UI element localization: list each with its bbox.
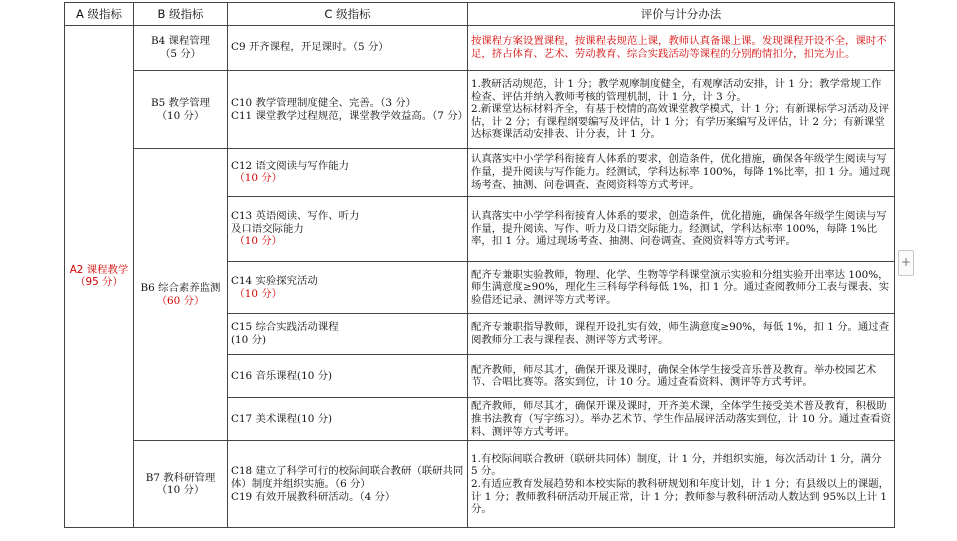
table-row-c18-c19 (65, 441, 895, 528)
c12-text: C12 语文阅读与写作能力 (231, 159, 349, 172)
b5-eval (468, 70, 895, 148)
c15-text: C15 综合实践活动课程 (231, 321, 339, 334)
c11-text: C11 课堂教学过程规范，课堂教学效益高。（7 分） (231, 109, 468, 122)
b5-name: B5 教学管理 (150, 96, 211, 109)
header-c-level: C 级指标 (228, 3, 468, 26)
table-row-c10-c11 (65, 70, 895, 148)
c18-c19-cell (228, 441, 468, 528)
table-row-c12 (65, 149, 895, 196)
b6-name: B6 综合素养监测 (140, 282, 221, 295)
evaluation-table (64, 2, 895, 528)
c14-score: （10 分） (234, 287, 283, 300)
b5-eval-2: 2.新课堂达标材料齐全，有基于校情的高效课堂教学模式，计 1 分；有新课标学习活动及评估，计 2 分；有课程纲要编写及评估，计 1 分；有学历案编写及评估，计 2 分；有新课堂达标赛课活动安排表、计分表，计 1 分。 (471, 103, 889, 141)
c17-eval: 配齐教师，师尽其才，确保开课及课时，开齐美术课，全体学生接受美术普及教育，积极助推书法教育（写字练习）。举办艺术节、学生作品展评活动落实到位，计 10 分。通过查看资料、测评等方式考评。 (468, 398, 895, 441)
b7-cell (134, 441, 228, 528)
c18-text: C18 建立了科学可行的校际间联合教研（联研共同体）制度并组织实施。（6 分） (231, 465, 464, 490)
a-level-score: （95 分） (75, 276, 123, 289)
table-row-c9 (65, 25, 895, 70)
b5-score: （10 分） (156, 109, 205, 122)
c9-eval: 按课程方案设置课程，按课程表规范上课，教师认真备课上课。发现课程开设不全，课时不足，挤占体育、艺术、劳动教育、综合实践活动等课程的分别酌情扣分，扣完为止。 (468, 25, 895, 70)
c14-text: C14 实验探究活动 (231, 275, 318, 288)
b4-score: （5 分） (159, 47, 202, 60)
b4-name: B4 课程管理 (150, 35, 211, 48)
c13-eval: 认真落实中小学学科衔接育人体系的要求，创造条件，优化措施，确保各年级学生阅读与写作量，提升阅读、写作、听力及口语交际能力。经测试，学科达标率 100%，每降 1%比率，扣 1 分。通过现场考查、抽测、问卷调查、查阅资料等方式考评。 (468, 196, 895, 262)
c16-cell: C16 音乐课程(10 分) (228, 355, 468, 398)
c13-line1: C13 英语阅读、写作、听力 (231, 210, 360, 223)
header-b-level: B 级指标 (134, 3, 228, 26)
b7-eval (468, 441, 895, 528)
expand-plus-button[interactable]: + (898, 250, 914, 276)
c10-text: C10 教学管理制度健全、完善。（3 分） (231, 96, 417, 109)
c12-cell (228, 149, 468, 196)
c13-score: （10 分） (234, 235, 283, 248)
b7-score: （10 分） (156, 484, 205, 497)
c16-eval: 配齐教师，师尽其才，确保开课及课时，确保全体学生接受音乐普及教育。举办校园艺术节、合唱比赛等。落实到位，计 10 分。通过查看资料、测评等方式考评。 (468, 355, 895, 398)
b7-name: B7 教科研管理 (145, 471, 216, 484)
b5-cell (134, 70, 228, 148)
header-evaluation: 评价与计分办法 (468, 3, 895, 26)
b5-eval-1: 1.教研活动规范，计 1 分；教学观摩制度健全，有观摩活动安排，计 1 分；教学常规工作检查、评估并纳入教师考核的管理机制，计 1 分，计 3 分。 (471, 78, 882, 103)
c13-cell (228, 196, 468, 262)
b6-score: （60 分） (156, 294, 205, 307)
b4-cell (134, 25, 228, 70)
c17-cell: C17 美术课程(10 分) (228, 398, 468, 441)
c13-line2: 及口语交际能力 (231, 222, 304, 235)
c12-eval: 认真落实中小学学科衔接育人体系的要求，创造条件，优化措施，确保各年级学生阅读与写作量，提升阅读与写作能力。经测试，学科达标率 100%，每降 1%比率，扣 1 分。通过现场考查、抽测、问卷调查、查阅资料等方式考评。 (468, 149, 895, 196)
c19-text: C19 有效开展教科研活动。（4 分） (231, 490, 396, 503)
c12-score: （10 分） (234, 172, 283, 185)
header-row (65, 3, 895, 26)
c9-cell: C9 开齐课程，开足课时。（5 分） (228, 25, 468, 70)
c14-eval: 配齐专兼职实验教师，物理、化学、生物等学科课堂演示实验和分组实验开出率达 100%，师生满意度≥90%，理化生三科每学科每低 1%，扣 1 分。通过查阅教师分工表与课表、实验借还记录、测评等方式考评。 (468, 262, 895, 313)
b7-eval-2: 2.有适应教育发展趋势和本校实际的教科研规划和年度计划，计 1 分；有县级以上的课题，计 1 分；教师教科研活动开展正常，计 1 分；教师参与教科研活动人数达到 95%以上计 1 分。 (471, 477, 889, 516)
a-level-cell (65, 25, 134, 527)
c14-cell (228, 262, 468, 313)
c15-cell (228, 313, 468, 354)
c15-score: (10 分) (231, 333, 267, 346)
b7-eval-1: 1.有校际间联合教研（联研共同体）制度，计 1 分，并组织实施，每次活动计 1 分，满分 5 分。 (471, 452, 882, 478)
c15-eval: 配齐专兼职指导教师，课程开设扎实有效，师生满意度≥90%，每低 1%，扣 1 分。通过查阅教师分工表与课程表、测评等方式考评。 (468, 313, 895, 354)
a-level-name: A2 课程教学 (69, 263, 129, 276)
b6-cell (134, 149, 228, 441)
header-a-level: A 级指标 (65, 3, 134, 26)
c10-c11-cell (228, 70, 468, 148)
